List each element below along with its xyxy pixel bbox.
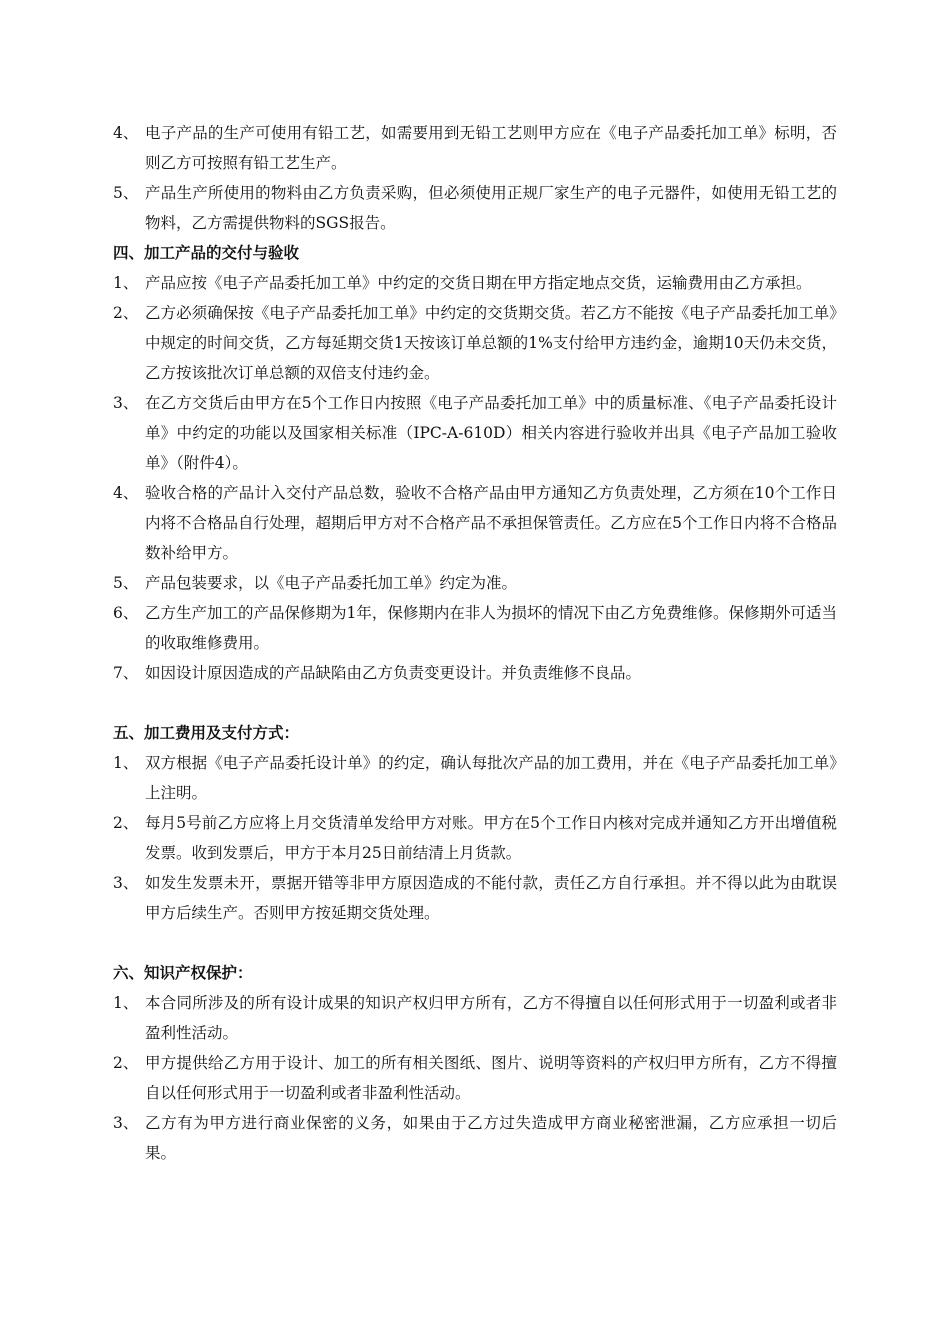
clause-4-7: [113, 658, 837, 688]
clause-number: 3、: [113, 874, 139, 892]
clause-text: 产品应按《电子产品委托加工单》中约定的交货日期在甲方指定地点交货，运输费用由乙方承担。: [145, 274, 812, 292]
clause-text: 电子产品的生产可使用有铅工艺，如需要用到无铅工艺则甲方应在《电子产品委托加工单》标明，否则乙方可按照有铅工艺生产。: [145, 124, 837, 172]
section-heading-delivery: 四、加工产品的交付与验收: [113, 244, 300, 262]
clause-number: 2、: [113, 1054, 139, 1072]
contract-page: [113, 118, 837, 1168]
section-heading-ip: 六、知识产权保护：: [113, 964, 253, 982]
clause-4-5: [113, 568, 837, 598]
section-heading-payment: 五、加工费用及支付方式：: [113, 724, 300, 742]
clause-text: 乙方必须确保按《电子产品委托加工单》中约定的交货期交货。若乙方不能按《电子产品委托加工单》中规定的时间交货，乙方每延期交货1天按该订单总额的1%支付给甲方违约金，逾期10天仍未交货，乙方按该批次订单总额的双倍支付违约金。: [145, 304, 837, 382]
clause-text: 如因设计原因造成的产品缺陷由乙方负责变更设计。并负责维修不良品。: [145, 664, 642, 682]
clause-number: 5、: [113, 574, 139, 592]
clause-5-3: [113, 868, 837, 928]
blank-line: [113, 928, 837, 958]
blank-line: [113, 688, 837, 718]
clause-number: 3、: [113, 394, 139, 412]
clause-4-6: [113, 598, 837, 658]
clause-text: 在乙方交货后由甲方在5个工作日内按照《电子产品委托加工单》中的质量标准、《电子产品委托设计单》中约定的功能以及国家相关标准（IPC-A-610D）相关内容进行验收并出具《电子产品加工验收单》（附件4）。: [145, 394, 837, 472]
clause-text: 每月5号前乙方应将上月交货清单发给甲方对账。甲方在5个工作日内核对完成并通知乙方开出增值税发票。收到发票后，甲方于本月25日前结清上月货款。: [145, 814, 837, 862]
clause-number: 7、: [113, 664, 139, 682]
clause-6-2: [113, 1048, 837, 1108]
clause-3-5: [113, 178, 837, 238]
clause-5-2: [113, 808, 837, 868]
clause-number: 1、: [113, 274, 139, 292]
clause-text: 本合同所涉及的所有设计成果的知识产权归甲方所有，乙方不得擅自以任何形式用于一切盈利或者非盈利性活动。: [145, 994, 837, 1042]
clause-number: 5、: [113, 184, 139, 202]
clause-number: 4、: [113, 124, 139, 142]
clause-4-2: [113, 298, 837, 388]
clause-number: 1、: [113, 754, 139, 772]
clause-number: 3、: [113, 1114, 139, 1132]
clause-text: 产品包装要求，以《电子产品委托加工单》约定为准。: [145, 574, 518, 592]
clause-5-1: [113, 748, 837, 808]
clause-3-4: [113, 118, 837, 178]
clause-number: 6、: [113, 604, 139, 622]
clause-4-4: [113, 478, 837, 568]
clause-number: 2、: [113, 814, 139, 832]
clause-number: 2、: [113, 304, 139, 322]
clause-text: 如发生发票未开，票据开错等非甲方原因造成的不能付款，责任乙方自行承担。并不得以此为由耽误甲方后续生产。否则甲方按延期交货处理。: [145, 874, 837, 922]
clause-number: 1、: [113, 994, 139, 1012]
clause-text: 乙方生产加工的产品保修期为1年，保修期内在非人为损坏的情况下由乙方免费维修。保修期外可适当的收取维修费用。: [145, 604, 837, 652]
clause-text: 产品生产所使用的物料由乙方负责采购，但必须使用正规厂家生产的电子元器件，如使用无铅工艺的物料，乙方需提供物料的SGS报告。: [145, 184, 837, 232]
clause-4-1: [113, 268, 837, 298]
clause-text: 甲方提供给乙方用于设计、加工的所有相关图纸、图片、说明等资料的产权归甲方所有，乙方不得擅自以任何形式用于一切盈利或者非盈利性活动。: [145, 1054, 837, 1102]
clause-6-3: [113, 1108, 837, 1168]
clause-text: 验收合格的产品计入交付产品总数，验收不合格产品由甲方通知乙方负责处理，乙方须在10个工作日内将不合格品自行处理，超期后甲方对不合格产品不承担保管责任。乙方应在5个工作日内将不合格品数补给甲方。: [145, 484, 837, 562]
clause-number: 4、: [113, 484, 139, 502]
clause-6-1: [113, 988, 837, 1048]
clause-4-3: [113, 388, 837, 478]
clause-text: 双方根据《电子产品委托设计单》的约定，确认每批次产品的加工费用，并在《电子产品委托加工单》上注明。: [145, 754, 837, 802]
clause-text: 乙方有为甲方进行商业保密的义务，如果由于乙方过失造成甲方商业秘密泄漏，乙方应承担一切后果。: [145, 1114, 837, 1162]
